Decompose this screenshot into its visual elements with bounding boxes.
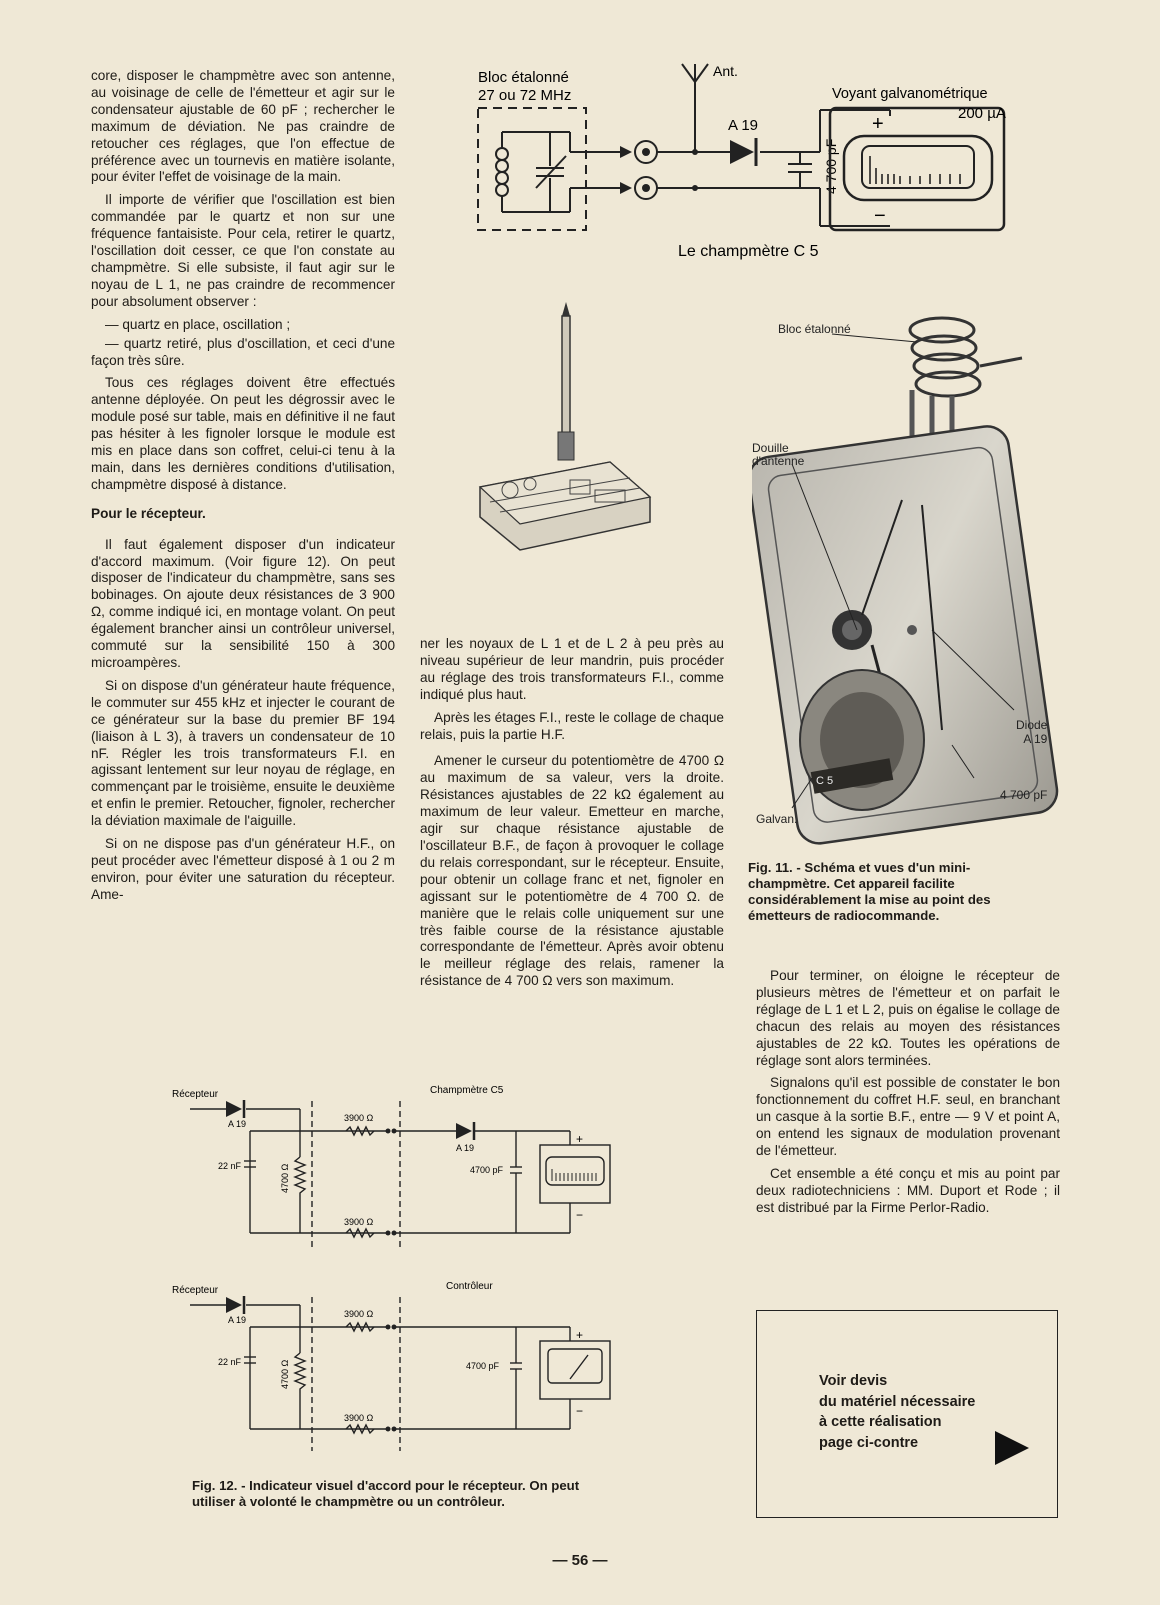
paragraph: core, disposer le champmètre avec son antenne, au voisinage de celle de l'émetteur et agir sur le condensateur ajustable de 60 pF ; rechercher le maximum de déviation. Ne pas craindre de retoucher ces réglages, que l'on effectue de préférence avec un tournevis en matière isolante, pour éviter l'effet de voisinage de la main. xyxy=(91,68,395,185)
module-photo xyxy=(470,302,670,552)
page-number: — 56 — xyxy=(552,1552,608,1569)
top-r2-label: 3900 Ω xyxy=(344,1217,374,1227)
top-cap-label: 22 nF xyxy=(218,1161,242,1171)
bottom-r1-label: 3900 Ω xyxy=(344,1309,374,1319)
middle-column xyxy=(420,636,724,996)
fig11-caption: Fig. 11. - Schéma et vues d'un mini-champmètre. Cet appareil facilite considérablement la mise au point des émetteurs de radiocommande. xyxy=(748,860,991,923)
bottom-recepteur-label: Récepteur xyxy=(172,1285,219,1296)
paragraph: Pour terminer, on éloigne le récepteur de plusieurs mètres de l'émetteur et on parfait le réglage de L 1 et L 2, puis on égalise le collage de chacun des relais au moyen des résistances ajustables de 22 kΩ. Toutes les opérations de réglage sont alors terminées. xyxy=(756,968,1060,1068)
photo-label-douille xyxy=(752,442,804,468)
paragraph: — quartz en place, oscillation ; xyxy=(105,316,291,332)
photo-label-bloc: Bloc étalonné xyxy=(778,322,851,336)
left-column xyxy=(91,68,395,910)
paragraph: Si on ne dispose pas d'un générateur H.F., on peut procéder avec l'émetteur disposé à 1 ou 2 m environ, pour éviter une saturation du récepteur. Ame- xyxy=(91,836,395,902)
paragraph: ner les noyaux de L 1 et de L 2 à peu près au niveau supérieur de leur mandrin, puis procéder au réglage des trois transformateurs F.I., comme indiqué plus haut. xyxy=(420,636,724,702)
paragraph: Après les étages F.I., reste le collage de chaque relais, puis la partie H.F. xyxy=(420,709,724,742)
paragraph: Il faut également disposer d'un indicateur d'accord maximum. (Voir figure 12). On peut disposer de l'indicateur du champmètre, sans ses bobinages. On ajoute deux résistances de 3 900 Ω, comme indiqué ici, en montage volant. On peut également brancher ainsi un contrôleur universel, commuté sur la sensibilité 150 à 300 microampères. xyxy=(91,536,395,670)
bottom-cap2-label: 4700 pF xyxy=(466,1361,500,1371)
devis-text xyxy=(819,1371,975,1453)
bottom-minus: − xyxy=(576,1404,584,1418)
top-plus: + xyxy=(576,1132,584,1146)
devis-line: Voir devis xyxy=(819,1373,888,1389)
paragraph: Amener le curseur du potentiomètre de 4700 Ω au maximum de sa valeur, vers la droite. Résistances ajustables de 22 kΩ également au maximum de leur valeur. Emetteur en marche, agir sur chaque résistance ajustable de l'oscillateur B.F., de façon à provoquer le collage du relais correspondant, sur le récepteur. Ensuite, pour obtenir un collage franc et net, fignoler en agissant sur le potentiomètre de 4 700 Ω. de manière que le relais colle uniquement sur une très faible course de la résistance ajustable correspondante de l'émetteur. Après avoir obtenu le meilleur réglage des relais, ramener la résistance de 4 700 Ω vers son maximum. xyxy=(420,753,724,989)
top-diode-label: A 19 xyxy=(228,1119,247,1129)
photo-label-cap: 4 700 pF xyxy=(1000,788,1048,802)
top-diode2-label: A 19 xyxy=(456,1143,475,1153)
paragraph: Il importe de vérifier que l'oscillation est bien commandée par le quartz et non sur une fréquence fantaisiste. Pour cela, retirer le quartz, l'oscillation doit cesser, ce que l'on constate au champmètre. Si elle subsiste, il faut agir sur le noyau de L 1, ne pas craindre de recommencer pour absolument observer : xyxy=(91,192,395,309)
schematic-current-label: 200 µA xyxy=(958,105,1006,122)
schematic-ant-label: Ant. xyxy=(713,63,738,79)
top-r1-label: 3900 Ω xyxy=(344,1113,374,1123)
bottom-cap-label: 22 nF xyxy=(218,1357,242,1367)
section-heading: Pour le récepteur. xyxy=(91,505,206,521)
schematic-plus: + xyxy=(872,113,884,135)
devis-box xyxy=(756,1310,1058,1518)
schematic-bloc-label: Bloc étalonné xyxy=(478,69,569,86)
photo-label-galvan: Galvan. xyxy=(756,812,798,826)
fig11-schematic xyxy=(470,60,1030,270)
fig12-caption: Fig. 12. - Indicateur visuel d'accord pour le récepteur. On peut utiliser à volonté le champmètre ou un contrôleur. xyxy=(192,1478,580,1509)
bottom-plus: + xyxy=(576,1328,584,1342)
photo-label-douille-2: d'antenne xyxy=(752,454,805,468)
top-right-title: Champmètre C5 xyxy=(430,1085,504,1096)
fig12-top xyxy=(172,1085,610,1250)
schematic-bloc-freq: 27 ou 72 MHz xyxy=(478,87,572,104)
bottom-res-label: 4700 Ω xyxy=(280,1359,290,1389)
photo-label-douille-1: Douille xyxy=(752,441,789,455)
photo-label-diode-1: Diode xyxy=(1016,718,1048,732)
photo-label-diode xyxy=(1016,718,1047,746)
right-column xyxy=(756,968,1060,1223)
bottom-diode-label: A 19 xyxy=(228,1315,247,1325)
bottom-right-title: Contrôleur xyxy=(446,1281,493,1292)
schematic-title: Le champmètre C 5 xyxy=(678,243,819,260)
paragraph: Signalons qu'il est possible de constater le bon fonctionnement du coffret H.F. seul, en branchant un casque à la sortie B.F., entre — 9 V et point A, on entend les signaux de modulation provenant de l'émetteur. xyxy=(756,1075,1060,1159)
fig12-bottom xyxy=(172,1281,610,1451)
top-minus: − xyxy=(576,1208,584,1222)
devis-line: à cette réalisation xyxy=(819,1414,942,1430)
schematic-minus: − xyxy=(874,205,886,227)
top-res-label: 4700 Ω xyxy=(280,1163,290,1193)
photo-plate-label: C 5 xyxy=(816,775,834,787)
bottom-r2-label: 3900 Ω xyxy=(344,1413,374,1423)
top-cap2-label: 4700 pF xyxy=(470,1165,504,1175)
schematic-cap-label: 4 700 pF xyxy=(823,138,839,194)
photo-label-diode-2: A 19 xyxy=(1023,732,1048,746)
paragraph: Si on dispose d'un générateur haute fréquence, le commuter sur 455 kHz et injecter le courant de ce générateur sur la base du premier BF 194 (liaison à L 3), à travers un condensateur de 10 nF. Régler les trois transformateurs F.I. en agissant lentement sur leur noyau de réglage, en commençant par le troisième, ensuite le deuxième et enfin le premier. Retoucher, fignoler, rechercher la déviation maximale de l'aiguille. xyxy=(91,677,395,829)
schematic-diode-label: A 19 xyxy=(728,117,759,134)
paragraph: Tous ces réglages doivent être effectués antenne déployée. On peut les dégrossir avec le module posé sur table, mais en définitive il ne faut pas hésiter à les fignoler lorsque le module est mis en place dans son coffret, celui-ci tenu à la main, dans les dernières conditions d'utilisation, champmètre disposé à distance. xyxy=(91,375,395,492)
top-recepteur-label: Récepteur xyxy=(172,1089,219,1100)
paragraph: Cet ensemble a été conçu et mis au point par deux radiotechniciens : MM. Duport et Rode ; il est distribué par la Firme Perlor-Radio. xyxy=(756,1165,1060,1215)
champmeter-photo xyxy=(752,300,1062,845)
paragraph: — quartz retiré, plus d'oscillation, et ceci d'une façon très sûre. xyxy=(91,335,395,368)
arrow-right-icon xyxy=(995,1431,1029,1465)
fig12-diagrams xyxy=(170,1085,630,1465)
devis-line: du matériel nécessaire xyxy=(819,1393,976,1410)
devis-line: page ci-contre xyxy=(819,1434,919,1451)
schematic-voyant-label: Voyant galvanométrique xyxy=(832,86,988,102)
